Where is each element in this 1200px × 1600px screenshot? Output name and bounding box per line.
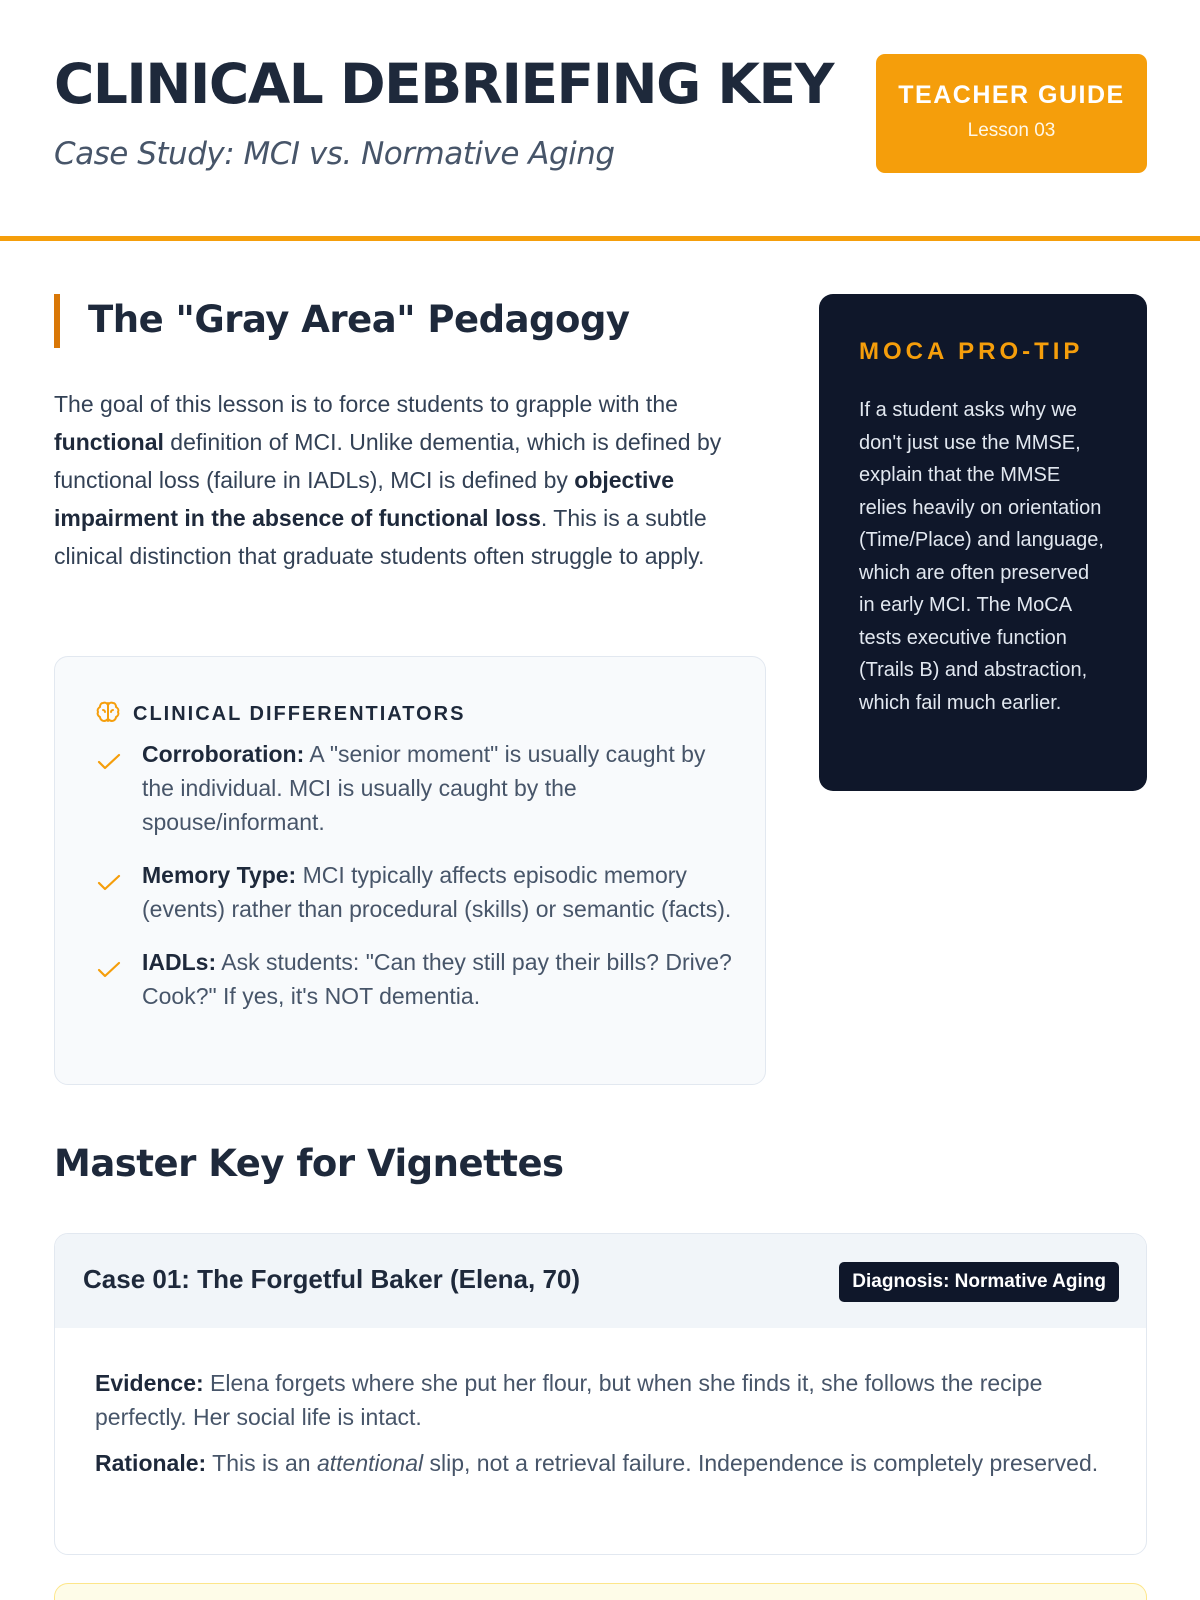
evidence-text: Elena forgets where she put her flour, but when she finds it, she follows the recipe perfectly. Her social life is intact. <box>95 1370 1043 1430</box>
rationale-text-pre: This is an <box>206 1450 317 1476</box>
check-icon <box>97 954 121 988</box>
item-term: Memory Type: <box>142 862 297 888</box>
differentiators-heading: CLINICAL DIFFERENTIATORS <box>133 703 466 725</box>
brain-icon <box>95 699 121 730</box>
intro-text-1: The goal of this lesson is to force students to grapple with the <box>54 391 678 417</box>
page-header <box>0 0 1200 241</box>
intro-bold-2: objective impairment in the absence of functional loss <box>54 467 674 531</box>
next-case-card <box>54 1583 1147 1600</box>
rationale-label: Rationale: <box>95 1450 207 1476</box>
tip-body: If a student asks why we don't just use the MMSE, explain that the MMSE relies heavily on orientation (Time/Place) and language, which are often preserved in early MCI. The MoCA tests executive function (Trails B) and abstraction, which fail much earlier. <box>859 399 1104 714</box>
tip-title: MOCA PRO-TIP <box>859 338 1084 365</box>
teacher-guide-badge <box>876 54 1147 173</box>
list-item <box>95 737 735 839</box>
intro-text-3: . This is a subtle clinical distinction that graduate students often struggle to apply. <box>54 505 707 569</box>
section-title: The "Gray Area" Pedagogy <box>54 294 630 348</box>
page-subtitle: Case Study: MCI vs. Normative Aging <box>54 136 615 172</box>
master-key-title: Master Key for Vignettes <box>54 1142 564 1185</box>
differentiators-box <box>54 656 766 1085</box>
intro-text-2: definition of MCI. Unlike dementia, which is defined by functional loss (failure in IADLs), MCI is defined by <box>54 429 722 493</box>
page-title: CLINICAL DEBRIEFING KEY <box>54 52 833 116</box>
badge-lesson: Lesson 03 <box>967 120 1056 141</box>
badge-title: TEACHER GUIDE <box>898 81 1125 109</box>
case-header <box>55 1234 1146 1328</box>
check-icon <box>97 867 121 901</box>
differentiators-list <box>95 737 735 1032</box>
case-rationale <box>95 1446 1106 1480</box>
diagnosis-badge: Diagnosis: Normative Aging <box>839 1262 1119 1302</box>
case-title: Case 01: The Forgetful Baker (Elena, 70) <box>83 1264 581 1294</box>
item-text: Ask students: "Can they still pay their bills? Drive? Cook?" If yes, it's NOT dementia. <box>142 949 732 1009</box>
item-text: MCI typically affects episodic memory (events) rather than procedural (skills) or semantic (facts). <box>142 862 732 922</box>
evidence-label: Evidence: <box>95 1370 204 1396</box>
intro-bold-1: functional <box>54 429 164 455</box>
case-card <box>54 1233 1147 1555</box>
case-evidence <box>95 1366 1106 1434</box>
intro-paragraph <box>54 385 766 575</box>
list-item <box>95 858 735 926</box>
check-icon <box>97 746 121 780</box>
rationale-emphasis: attentional <box>316 1450 424 1476</box>
item-text: A "senior moment" is usually caught by the individual. MCI is usually caught by the spouse/informant. <box>142 741 706 835</box>
moca-pro-tip-box <box>819 294 1147 791</box>
list-item <box>95 945 735 1013</box>
case-body <box>55 1328 1146 1480</box>
item-term: IADLs: <box>142 949 217 975</box>
item-term: Corroboration: <box>142 741 305 767</box>
rationale-text-post: slip, not a retrieval failure. Independence is completely preserved. <box>423 1450 1099 1476</box>
differentiators-header <box>95 699 465 730</box>
